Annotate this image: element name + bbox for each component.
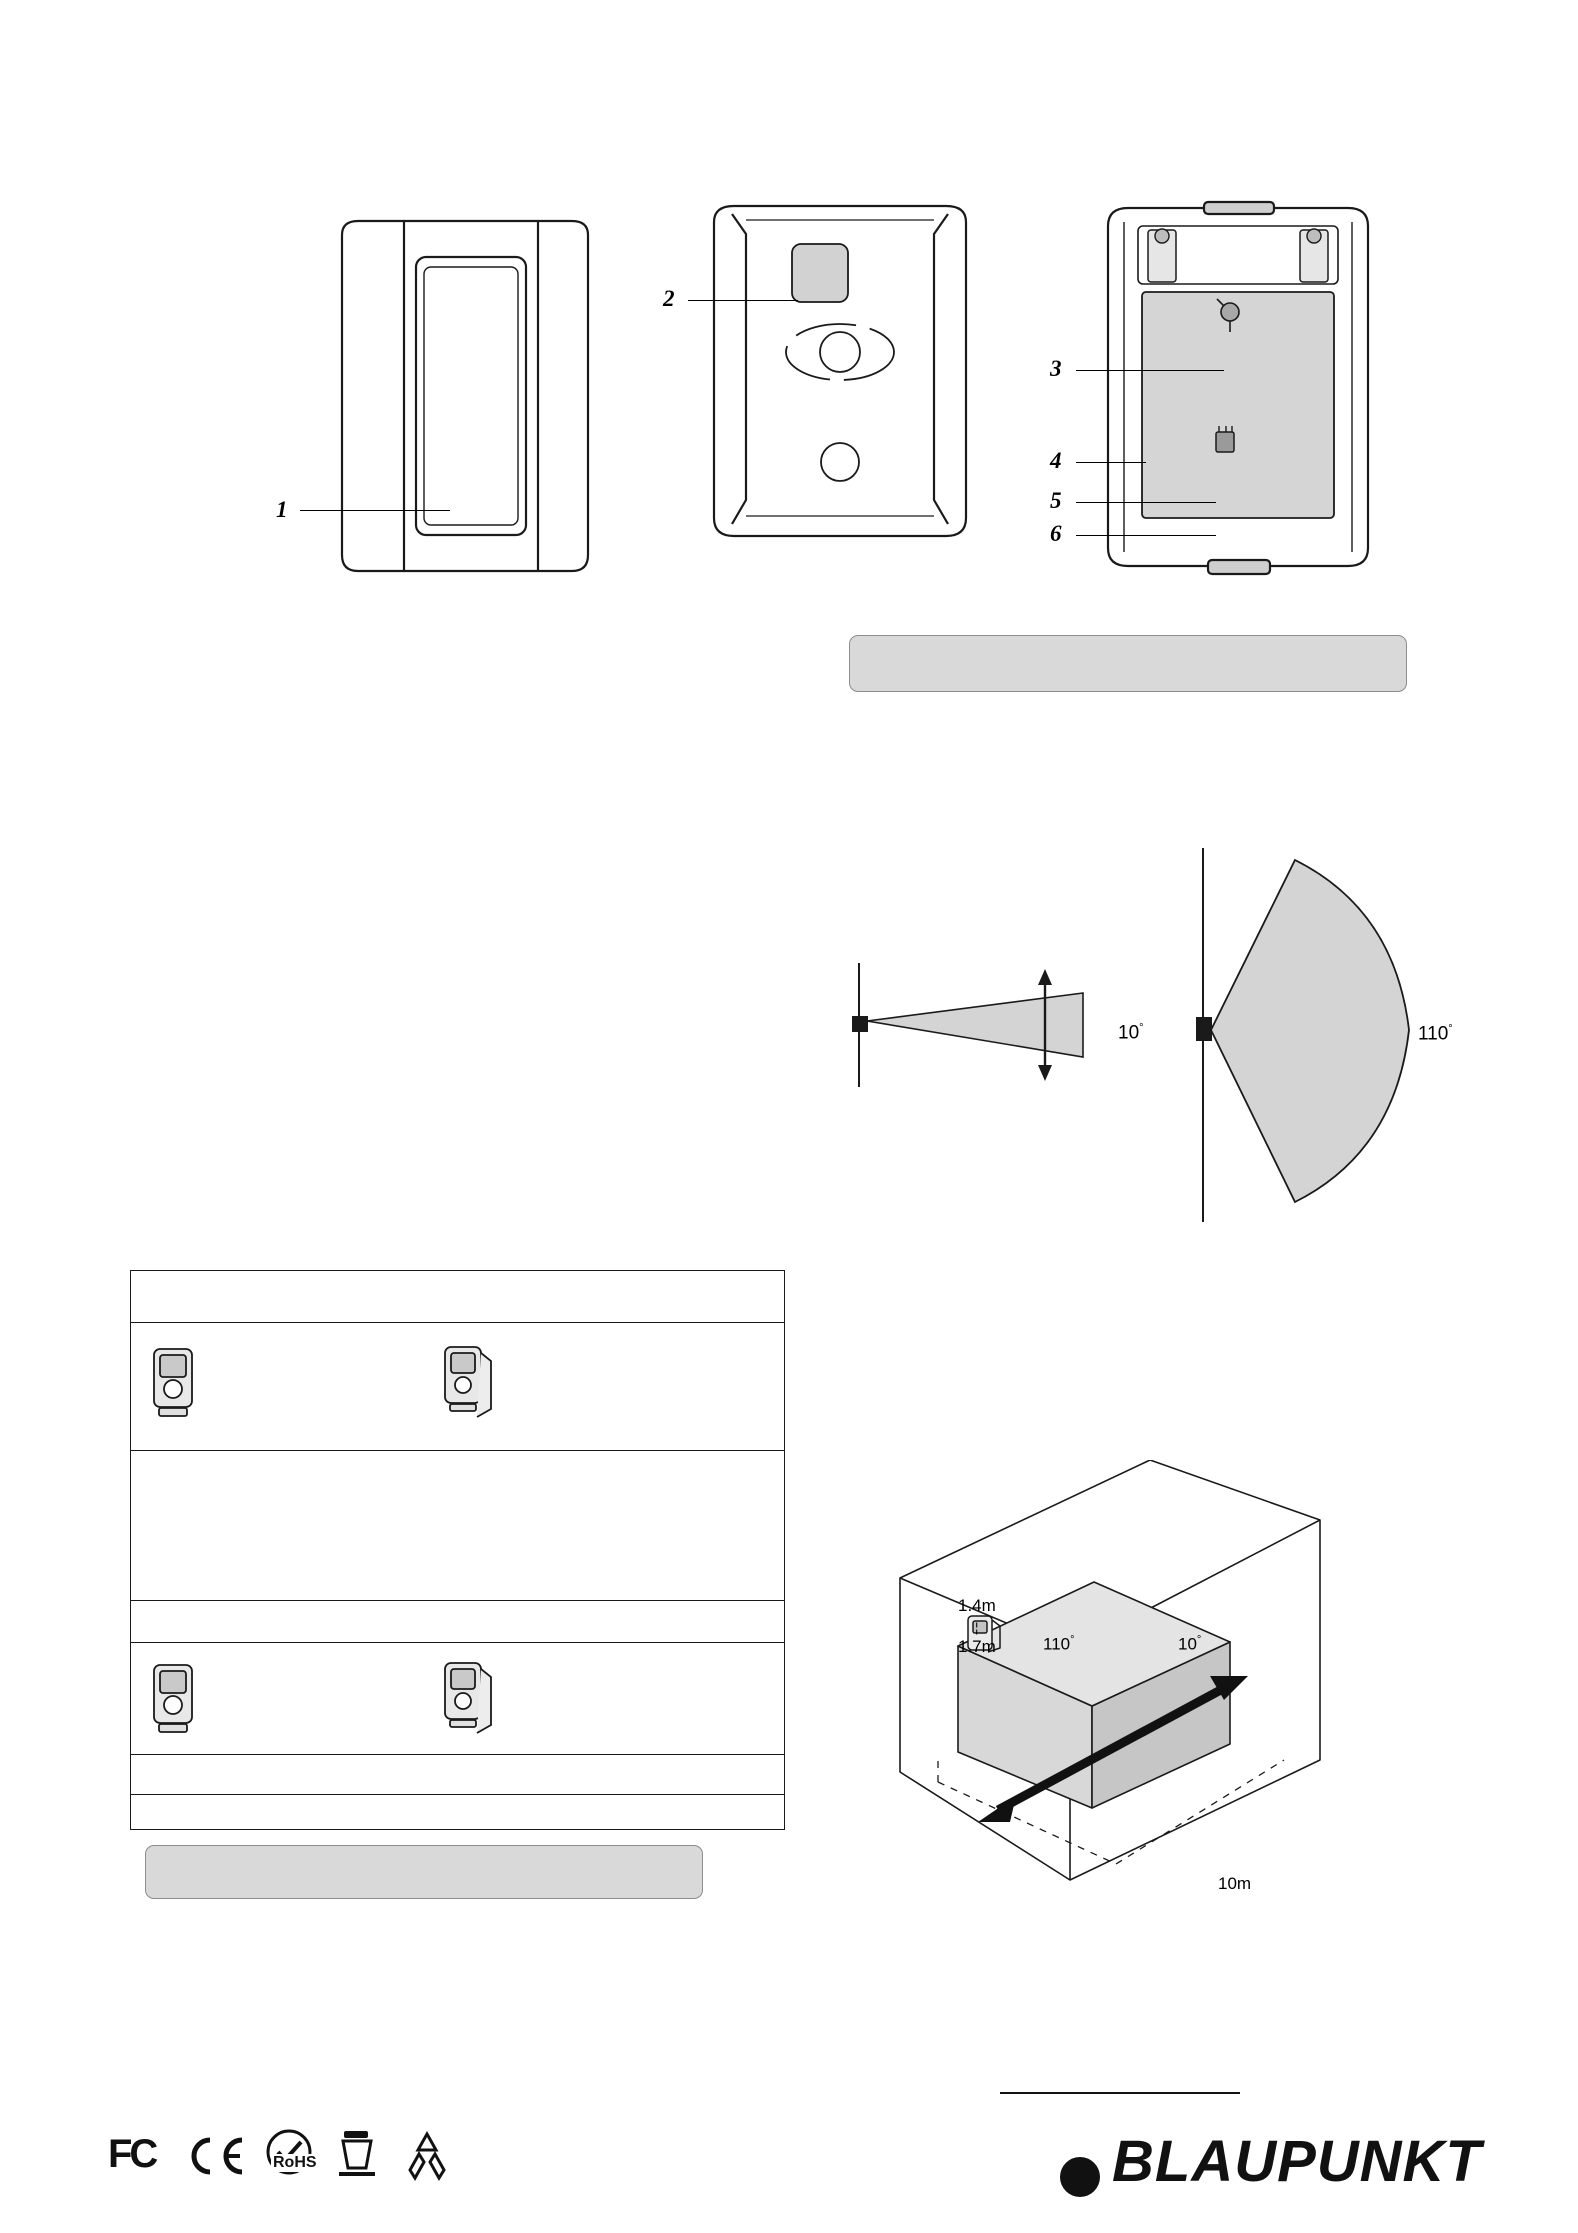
callout-4-leader xyxy=(1076,462,1146,463)
front-view-icon xyxy=(320,215,610,595)
device-front-view xyxy=(320,215,610,595)
caption-bar-bottom xyxy=(145,1845,703,1899)
degree-symbol: ° xyxy=(1070,1634,1075,1646)
callout-3: 3 xyxy=(1050,356,1062,381)
table-bottom-frame xyxy=(130,1600,785,1830)
footer-divider xyxy=(1000,2092,1240,2094)
callout-1-leader xyxy=(300,510,450,511)
coverage-vertical-angle-value: 10 xyxy=(1118,1022,1140,1044)
coverage-vertical-diagram xyxy=(845,955,1115,1095)
certification-marks xyxy=(108,2120,468,2200)
detector-bracket-icon xyxy=(441,1343,499,1428)
room-angle-vertical-value: 10 xyxy=(1178,1634,1197,1654)
degree-symbol: ° xyxy=(1196,1634,1202,1646)
device-lens-view xyxy=(700,200,980,545)
coverage-horizontal-angle-value: 110 xyxy=(1418,1023,1449,1045)
brand-logo xyxy=(1060,2128,1482,2197)
detector-bracket-icon xyxy=(441,1659,499,1744)
callout-6: 6 xyxy=(1050,521,1062,546)
degree-symbol: ° xyxy=(1448,1023,1453,1035)
brand-dot-icon xyxy=(1060,2157,1100,2197)
detector-front-icon xyxy=(149,1345,199,1426)
detector-front-icon xyxy=(149,1661,199,1742)
room-angle-vertical xyxy=(1178,1634,1201,1655)
table-row xyxy=(131,1323,784,1451)
table-row xyxy=(131,1795,784,1831)
callout-5: 5 xyxy=(1050,488,1062,513)
device-back-open-view xyxy=(1098,200,1378,582)
coverage-horizontal-icon xyxy=(1185,840,1445,1230)
caption-bar-top xyxy=(849,635,1407,692)
room-coverage-diagram xyxy=(880,1460,1340,1900)
coverage-vertical-icon xyxy=(845,955,1115,1095)
degree-symbol: ° xyxy=(1139,1022,1144,1034)
fc-icon: FC xyxy=(108,2132,156,2176)
room-range-label: 10m xyxy=(1218,1874,1252,1893)
recycle-icon xyxy=(400,2128,454,2189)
coverage-horizontal-diagram xyxy=(1185,840,1445,1230)
back-open-view-icon xyxy=(1098,200,1378,582)
lens-view-icon xyxy=(700,200,980,545)
callout-3-leader xyxy=(1076,370,1224,371)
table-row xyxy=(131,1755,784,1795)
rohs-icon xyxy=(263,2128,315,2189)
room-angle-horizontal xyxy=(1043,1634,1075,1655)
room-height-bottom: 1.7m xyxy=(958,1637,996,1656)
callout-2-leader xyxy=(688,300,798,301)
coverage-vertical-angle xyxy=(1118,1022,1144,1044)
callout-2: 2 xyxy=(663,286,675,311)
table-row xyxy=(131,1271,784,1323)
room-height-separator: ¦ xyxy=(975,1620,979,1635)
table-row xyxy=(131,1601,784,1643)
callout-5-leader xyxy=(1076,502,1216,503)
table-row xyxy=(131,1643,784,1755)
weee-icon xyxy=(333,2128,381,2191)
room-3d-icon xyxy=(880,1460,1340,1900)
brand-name: BLAUPUNKT xyxy=(1112,2129,1482,2194)
room-height-top: 1.4m xyxy=(958,1596,996,1615)
callout-6-leader xyxy=(1076,535,1216,536)
coverage-horizontal-angle xyxy=(1418,1023,1453,1045)
callout-4: 4 xyxy=(1050,448,1062,473)
callout-1: 1 xyxy=(276,497,288,522)
ce-icon xyxy=(186,2134,248,2183)
rohs-label: RoHS xyxy=(273,2154,317,2171)
room-angle-horizontal-value: 110 xyxy=(1043,1634,1071,1654)
